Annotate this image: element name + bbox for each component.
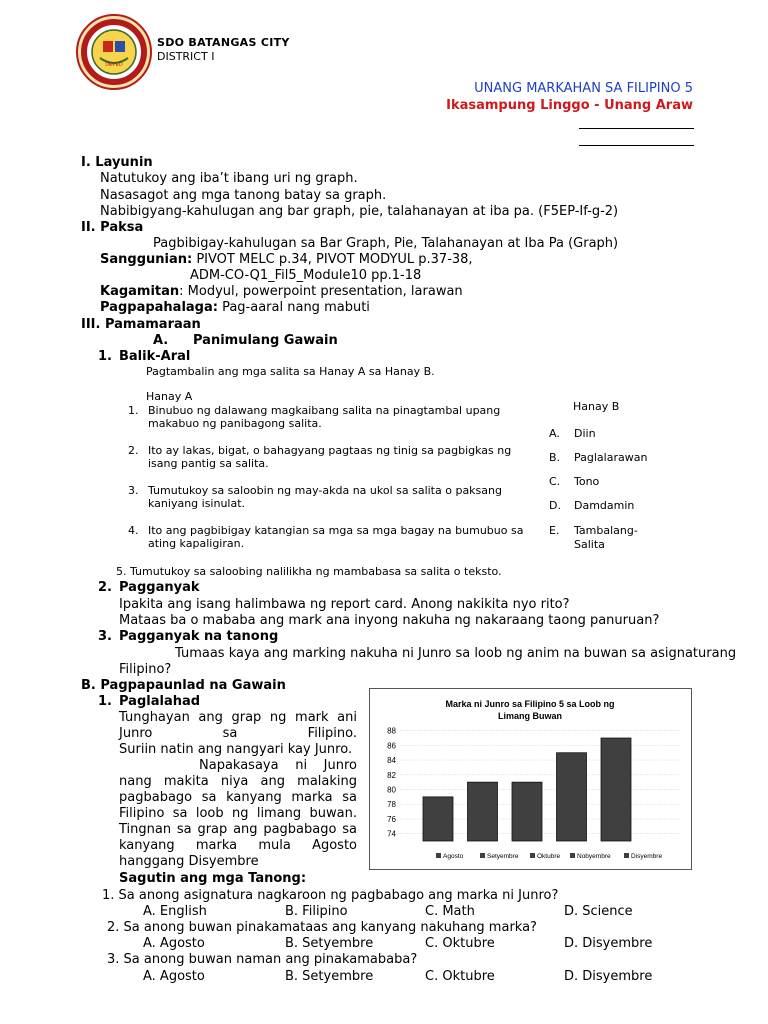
answer-option: B. Setyembre (285, 969, 374, 984)
hanay-a-number: 2. (128, 444, 139, 457)
section-pamamaraan-heading: III. Pamamaraan (81, 317, 201, 332)
legend-label: Agosto (443, 853, 464, 860)
lesson-title: UNANG MARKAHAN SA FILIPINO 5 (474, 81, 693, 96)
hanay-a-number: 1. (128, 404, 139, 417)
section-b-heading: B. Pagpapaunlad na Gawain (81, 678, 286, 693)
answer-option: D. Disyembre (564, 936, 653, 951)
pagganyak-tanong-title: Pagganyak na tanong (119, 629, 279, 644)
chart-title: Marka ni Junro sa Filipino 5 sa Loob ng (445, 699, 615, 709)
objective-line: Natutukoy ang iba’t ibang uri ng graph. (100, 171, 358, 186)
bar (601, 738, 631, 841)
sanggunian-label: Sanggunian: (100, 252, 193, 267)
question-text: 3. Sa anong buwan naman ang pinakamababa? (107, 952, 418, 967)
bar (423, 797, 453, 841)
blank-line (579, 145, 694, 146)
header-org: SDO BATANGAS CITY (157, 36, 290, 49)
sanggunian-value-line2: ADM-CO-Q1_Fil5_Module10 pp.1-18 (190, 268, 422, 283)
pagpapahalaga-line (100, 300, 370, 316)
pagganyak-tanong-number: 3. (98, 629, 112, 644)
legend-swatch (570, 853, 575, 858)
y-tick-label: 80 (387, 785, 396, 795)
legend-label: Disyembre (631, 853, 663, 860)
bar-chart (369, 688, 692, 870)
paglalahad-paragraph: Napakasaya ni Junro nang makita niya ang malaking pagbabago sa kanyang marka sa Filipino sa loob ng limang buwan. Tingnan sa grap ang pagbabago sa kanyang marka mula Agosto hanggang Disyembre (119, 758, 357, 869)
svg-text:DEPED: DEPED (105, 62, 123, 68)
hanay-b-item: Tono (574, 475, 600, 488)
section-layunin-heading: I. Layunin (81, 155, 153, 170)
hanay-a-item: makabuo ng panibagong salita. (148, 417, 322, 430)
answer-option: B. Filipino (285, 904, 348, 919)
hanay-a-number: 3. (128, 484, 139, 497)
paglalahad-paragraph: Suriin natin ang nangyari kay Junro. (119, 742, 353, 757)
legend-label: Setyembre (487, 853, 519, 860)
legend-swatch (530, 853, 535, 858)
sanggunian-line (100, 252, 473, 268)
y-tick-label: 74 (387, 829, 396, 839)
paglalahad-number: 1. (98, 694, 112, 709)
question-text: 2. Sa anong buwan pinakamataas ang kanyang nakuhang marka? (107, 920, 537, 935)
paglalahad-paragraph: Tunghayan ang grap ng mark ani Junro sa Filipino. (119, 710, 357, 741)
questions-heading: Sagutin ang mga Tanong: (119, 871, 307, 886)
pagpapahalaga-label: Pagpapahalaga: (100, 300, 218, 315)
hanay-a-title: Hanay A (146, 390, 193, 403)
pagganyak-line: Ipakita ang isang halimbawa ng report card. Anong nakikita nyo rito? (119, 597, 570, 612)
answer-option: C. Math (425, 904, 475, 919)
legend-swatch (436, 853, 441, 858)
answer-option: A. Agosto (143, 936, 205, 951)
hanay-a-item-5: 5. Tumutukoy sa saloobing nalilikha ng mambabasa sa salita o teksto. (116, 565, 502, 578)
hanay-b-letter: D. (549, 499, 561, 512)
hanay-b-letter: B. (549, 451, 561, 464)
pagganyak-tanong-line: Filipino? (119, 662, 172, 677)
y-tick-label: 88 (387, 726, 396, 736)
subsection-a-title: Panimulang Gawain (193, 333, 338, 348)
kagamitan-value: : Modyul, powerpoint presentation, larawan (179, 284, 463, 299)
hanay-a-item: ating kapaligiran. (148, 537, 245, 550)
question-text: 1. Sa anong asignatura nagkaroon ng pagbabago ang marka ni Junro? (102, 888, 559, 903)
hanay-a-item: Tumutukoy sa saloobin ng may-akda na ukol sa salita o paksang (148, 484, 502, 497)
bar (557, 753, 587, 841)
hanay-b-item: Diin (574, 427, 596, 440)
hanay-a-item: Ito ay lakas, bigat, o bahagyang pagtaas ng tinig sa pagbigkas ng (148, 444, 512, 457)
hanay-b-item: Paglalarawan (574, 451, 648, 464)
hanay-b-item: Tambalang- (574, 524, 638, 537)
legend-swatch (480, 853, 485, 858)
y-tick-label: 86 (387, 741, 396, 751)
hanay-a-item: Ito ang pagbibigay katangian sa mga sa mga bagay na bumubuo sa (148, 524, 524, 537)
pagganyak-number: 2. (98, 580, 112, 595)
answer-option: C. Oktubre (425, 969, 495, 984)
bar-chart-svg (370, 689, 691, 869)
hanay-a-item: kaniyang isinulat. (148, 497, 246, 510)
legend-swatch (624, 853, 629, 858)
pagpapahalaga-value: Pag-aaral nang mabuti (217, 300, 370, 315)
objective-line: Nabibigyang-kahulugan ang bar graph, pie, talahanayan at iba pa. (F5EP-If-g-2) (100, 204, 619, 219)
answer-option: B. Setyembre (285, 936, 374, 951)
header-district: DISTRICT I (157, 50, 215, 63)
bar (512, 782, 542, 841)
pagganyak-tanong-line: Tumaas kaya ang marking nakuha ni Junro sa loob ng anim na buwan sa asignaturang (175, 646, 737, 661)
balik-aral-number: 1. (98, 349, 112, 364)
y-tick-label: 84 (387, 756, 396, 766)
deped-seal-logo (76, 14, 152, 90)
hanay-a-item: isang pantig sa salita. (148, 457, 269, 470)
pagganyak-title: Pagganyak (119, 580, 200, 595)
chart-title: Limang Buwan (497, 711, 563, 721)
hanay-b-letter: A. (549, 427, 560, 440)
hanay-b-title: Hanay B (573, 400, 620, 413)
answer-option: D. Disyembre (564, 969, 653, 984)
y-tick-label: 82 (387, 770, 396, 780)
section-paksa-heading: II. Paksa (81, 220, 144, 235)
hanay-a-item: Binubuo ng dalawang magkaibang salita na pinagtambal upang (148, 404, 501, 417)
legend-label: Oktubre (537, 853, 561, 860)
hanay-b-letter: E. (549, 524, 560, 537)
y-tick-label: 78 (387, 800, 396, 810)
subsection-a-label: A. (153, 333, 169, 348)
hanay-a-number: 4. (128, 524, 139, 537)
bar (468, 782, 498, 841)
answer-option: A. Agosto (143, 969, 205, 984)
kagamitan-label: Kagamitan (100, 284, 180, 299)
pagganyak-line: Mataas ba o mababa ang mark ana inyong nakuha ng nakaraang taong panuruan? (119, 613, 660, 628)
answer-option: C. Oktubre (425, 936, 495, 951)
kagamitan-line (100, 284, 463, 300)
objective-line: Nasasagot ang mga tanong batay sa graph. (100, 188, 387, 203)
hanay-b-letter: C. (549, 475, 561, 488)
lesson-subtitle: Ikasampung Linggo - Unang Araw (446, 98, 693, 113)
legend-label: Nobyembre (577, 853, 611, 860)
topic-line: Pagbibigay-kahulugan sa Bar Graph, Pie, Talahanayan at Iba Pa (Graph) (153, 236, 619, 251)
sanggunian-value: PIVOT MELC p.34, PIVOT MODYUL p.37-38, (192, 252, 473, 267)
balik-aral-title: Balik-Aral (119, 349, 191, 364)
paglalahad-title: Paglalahad (119, 694, 201, 709)
hanay-b-item: Salita (574, 538, 605, 551)
hanay-b-item: Damdamin (574, 499, 635, 512)
blank-line (579, 128, 694, 129)
answer-option: A. English (143, 904, 207, 919)
matching-instruction: Pagtambalin ang mga salita sa Hanay A sa Hanay B. (146, 365, 435, 378)
answer-option: D. Science (564, 904, 633, 919)
y-tick-label: 76 (387, 814, 396, 824)
